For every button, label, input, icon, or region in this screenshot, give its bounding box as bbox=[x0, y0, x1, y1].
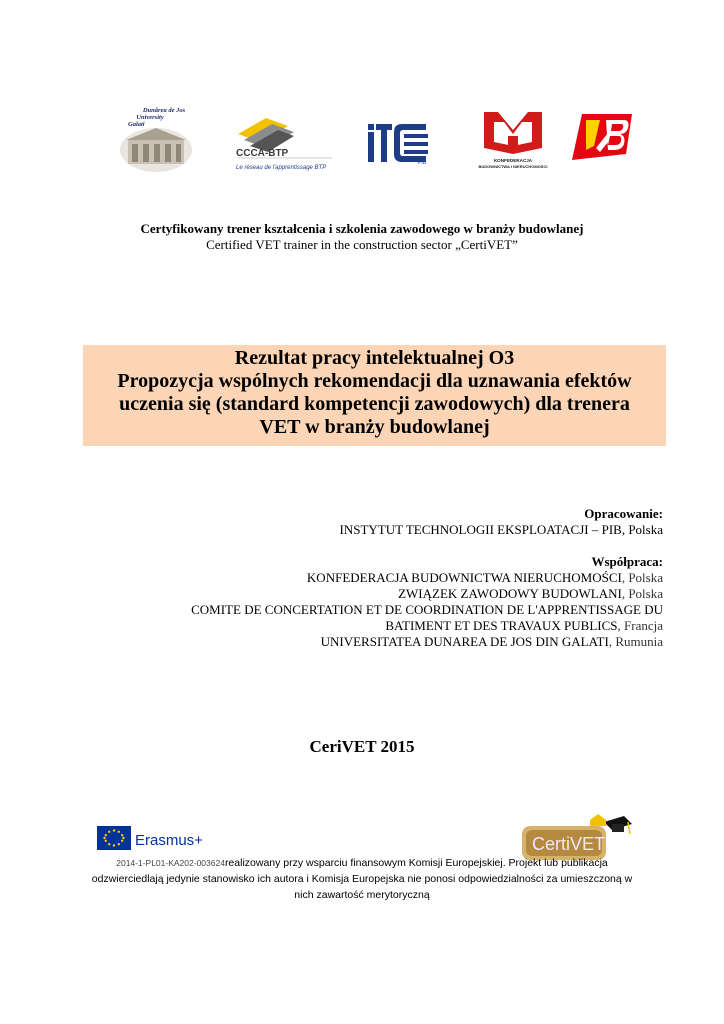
coop-item: UNIVERSITATEA DUNAREA DE JOS DIN GALATI, Rumunia bbox=[320, 634, 663, 649]
funding-footer bbox=[0, 855, 724, 903]
university-galati-logo bbox=[116, 104, 196, 176]
ccca-tagline: Le réseau de l'apprentissage BTP bbox=[236, 165, 327, 171]
ugal-text-3: Galati bbox=[128, 121, 145, 128]
prepared-label: Opracowanie: bbox=[584, 506, 663, 521]
itee-pib-logo bbox=[366, 118, 436, 166]
subtitle-block bbox=[0, 221, 724, 253]
coop-item: ZWIĄZEK ZAWODOWY BUDOWLANI, Polska bbox=[398, 586, 663, 601]
title-line-1: Rezultat pracy intelektualnej O3 bbox=[234, 347, 515, 369]
ugal-text-1: Dunărea de Jos bbox=[142, 107, 186, 114]
subtitle-polish: Certyfikowany trener kształcenia i szkolenia zawodowego w branży budowlanej bbox=[140, 221, 584, 236]
prepared-by: INSTYTUT TECHNOLOGII EKSPLOATACJI – PIB, Polska bbox=[339, 522, 663, 537]
kbin-text-2: BUDOWNICTWA I NIERUCHOMOŚCI bbox=[478, 164, 548, 169]
coop-item: BATIMENT ET DES TRAVAUX PUBLICS, Francja bbox=[385, 618, 663, 633]
coop-item: COMITE DE CONCERTATION ET DE COORDINATION DE L'APPRENTISSAGE DU bbox=[191, 602, 663, 617]
zzb-logo bbox=[566, 108, 634, 164]
project-code: 2014-1-PL01-KA202-003624 bbox=[116, 858, 225, 868]
footer-line-2: odzwierciedlają jedynie stanowisko ich autora i Komisja Europejska nie ponosi odpowiedzialności za umieszczoną w bbox=[91, 873, 633, 885]
footer-line-3: nich zawartość merytoryczną bbox=[294, 889, 430, 901]
title-line-4: VET w branży budowlanej bbox=[259, 416, 490, 438]
footer-line-1: 2014-1-PL01-KA202-003624realizowany przy wsparciu finansowym Komisji Europejskiej. Projekt lub publikacja bbox=[116, 857, 608, 869]
title-line-2: Propozycja wspólnych rekomendacji dla uznawania efektów bbox=[117, 370, 632, 392]
title-line-3: uczenia się (standard kompetencji zawodowych) dla trenera bbox=[119, 393, 630, 415]
erasmus-plus-logo bbox=[97, 826, 212, 852]
ccca-name: CCCA-BTP bbox=[236, 148, 289, 159]
coop-label: Współpraca: bbox=[591, 554, 663, 569]
year-heading: CeriVET 2015 bbox=[309, 737, 415, 756]
kbin-logo bbox=[470, 108, 556, 172]
ugal-text-2: University bbox=[136, 114, 164, 121]
erasmus-label: Erasmus+ bbox=[135, 832, 203, 849]
subtitle-english: Certified VET trainer in the construction sector „CertiVET” bbox=[206, 237, 518, 252]
coop-item: KONFEDERACJA BUDOWNICTWA NIERUCHOMOŚCI, Polska bbox=[306, 570, 663, 585]
authors-block bbox=[191, 506, 663, 650]
certivet-label: CertiVET bbox=[532, 834, 606, 854]
itee-pib-text: PIB bbox=[418, 160, 427, 166]
ccca-btp-logo bbox=[232, 112, 337, 174]
kbin-text-1: KONFEDERACJA bbox=[493, 158, 533, 163]
title-box bbox=[83, 345, 666, 446]
